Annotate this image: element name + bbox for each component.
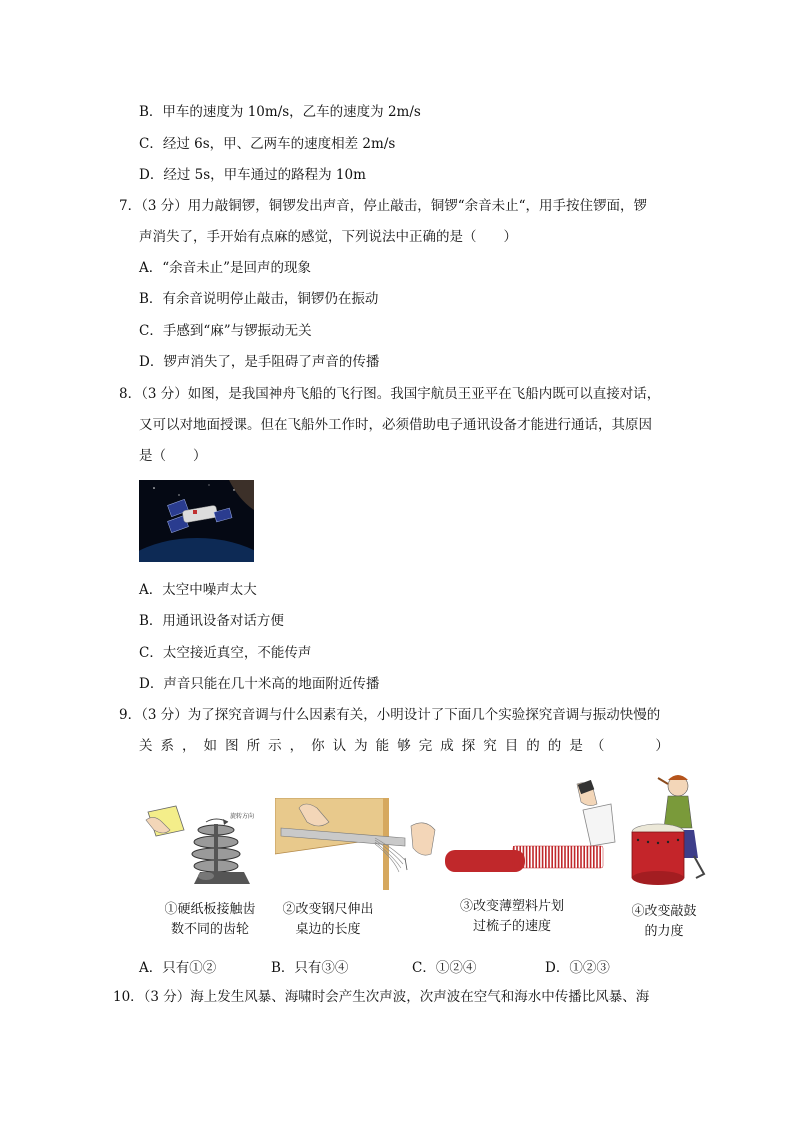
- q9-stem-char: 够: [397, 738, 411, 754]
- caption-ruler: ②改变钢尺伸出 桌边的长度: [282, 902, 374, 937]
- q6-option-c: C．经过 6s，甲、乙两车的速度相差 2m/s: [139, 136, 396, 152]
- q8-option-b: B．用通讯设备对话方便: [139, 613, 284, 629]
- q9-stem-char: 你: [311, 738, 325, 754]
- gear-rotation-label: 旋转方向: [230, 813, 255, 820]
- q6-option-b: B．甲车的速度为 10m/s，乙车的速度为 2m/s: [139, 104, 421, 120]
- q9-stem-char: 所: [246, 738, 261, 754]
- q9-stem-char: 的: [526, 738, 540, 754]
- q10-stem-line1: 10．（3 分）海上发生风暴、海啸时会产生次声波，次声波在空气和海水中传播比风暴、海: [113, 989, 650, 1005]
- q9-stem-char: 能: [375, 738, 390, 754]
- q9-choices: [139, 956, 659, 976]
- ruler-experiment-image: [275, 798, 439, 890]
- q9-stem-char: 的: [547, 738, 562, 754]
- q9-stem-char: 是: [569, 738, 583, 754]
- q8-option-c: C．太空接近真空，不能传声: [139, 645, 312, 661]
- q8-stem-line2: 又可以对地面授课。但在飞船外工作时，必须借助电子通讯设备才能进行通话，其原因: [139, 417, 652, 433]
- q9-stem-char: （: [590, 738, 605, 754]
- q9-stem-char: 系: [160, 738, 175, 754]
- q9-stem-char: 为: [354, 738, 368, 754]
- q9-choice-a: A．只有①②: [139, 960, 217, 976]
- caption-comb: ③改变薄塑料片划 过梳子的速度: [459, 899, 564, 934]
- q9-stem-char: 如: [203, 738, 218, 754]
- q9-choice-b: B．只有③④: [271, 960, 349, 976]
- q9-stem-char: ，: [289, 738, 304, 754]
- q9-choice-c: C．①②④: [412, 960, 477, 976]
- q7-stem-line2: 声消失了，手开始有点麻的感觉，下列说法中正确的是（ ）: [139, 229, 517, 245]
- q9-stem-char: 图: [225, 738, 239, 754]
- gear-experiment-image: [144, 800, 268, 888]
- q7-option-a: A．“余音未止”是回声的现象: [139, 260, 312, 276]
- q7-option-d: D．锣声消失了，是手阻碍了声音的传播: [139, 354, 380, 370]
- q9-stem-char: 目: [504, 738, 519, 754]
- caption-drum: ④改变敲鼓 的力度: [631, 904, 697, 939]
- q9-stem-char: [612, 737, 626, 755]
- q9-stem-char: 成: [440, 738, 454, 754]
- q7-option-c: C．手感到“麻”与锣振动无关: [139, 323, 312, 339]
- q9-stem-char: ，: [182, 738, 196, 754]
- q9-choice-d: D．①②③: [545, 960, 610, 976]
- q8-stem-line3: 是（ ）: [139, 448, 207, 464]
- q8-option-d: D．声音只能在几十米高的地面附近传播: [139, 676, 380, 692]
- q9-stem-char: 究: [483, 738, 497, 754]
- caption-gear: ①硬纸板接触齿 数不同的齿轮: [164, 902, 256, 937]
- q6-option-d: D．经过 5s，甲车通过的路程为 10m: [139, 167, 366, 183]
- q9-stem-char: 探: [461, 738, 476, 754]
- q7-option-b: B．有余音说明停止敲击，铜锣仍在振动: [139, 291, 379, 307]
- q8-option-a: A．太空中噪声太大: [139, 582, 257, 598]
- drum-experiment-image: [628, 770, 712, 896]
- q9-stem-char: [634, 737, 648, 755]
- q9-stem-char: 关: [139, 738, 153, 754]
- q9-stem-char: 认: [332, 738, 347, 754]
- q9-stem-line1: 9．（3 分）为了探究音调与什么因素有关，小明设计了下面几个实验探究音调与振动快慢的: [119, 707, 661, 723]
- q9-stem-char: 完: [418, 738, 433, 754]
- spacecraft-photo: [139, 480, 254, 562]
- q9-stem-char: ）: [655, 738, 669, 754]
- comb-experiment-image: [443, 780, 623, 878]
- q8-stem-line1: 8．（3 分）如图，是我国神舟飞船的飞行图。我国宇航员王亚平在飞船内既可以直接对话，: [119, 386, 661, 402]
- q9-stem-char: 示: [268, 738, 282, 754]
- q9-stem-line2: [139, 737, 669, 755]
- q7-stem-line1: 7．（3 分）用力敲铜锣，铜锣发出声音，停止敲击，铜锣“余音未止“，用手按住锣面，锣: [119, 198, 648, 214]
